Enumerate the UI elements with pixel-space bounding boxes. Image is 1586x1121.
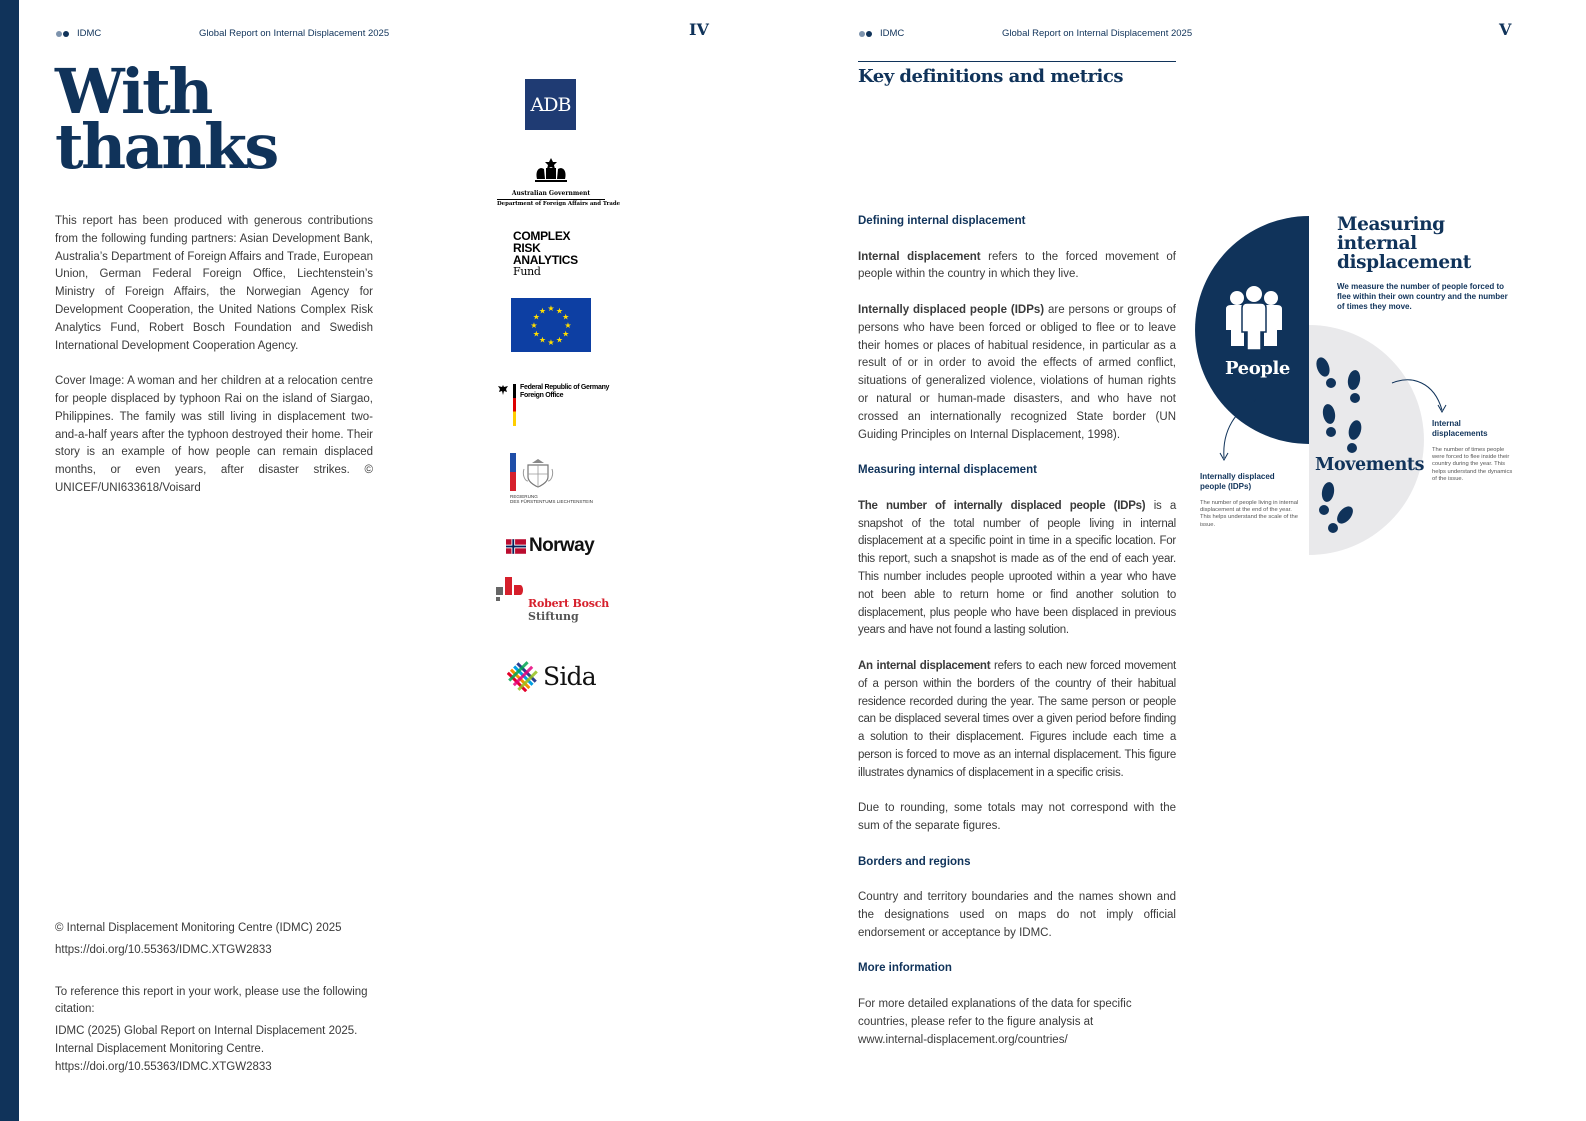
eu-star-icon: ★ bbox=[547, 338, 555, 347]
crisk-line-1: COMPLEX bbox=[513, 229, 571, 243]
liechtenstein-arms-icon bbox=[522, 459, 554, 489]
cover-image-paragraph: Cover Image: A woman and her children at a relocation centre for people displaced by typhoon Rai on the island of Siargao, Philippines. The family was still living in displacement two-and-a-half years after the typhoon destroyed their home. Their story is an example of how people can remain displaced months, or even years, after disaster strikes. © UNICEF/UNI633618/Voisard bbox=[55, 375, 373, 494]
displacements-description: The number of times people were forced to flee inside their country during the year. This helps understand the dynamics of the issue. bbox=[1432, 447, 1513, 482]
australian-government-logo bbox=[497, 157, 621, 207]
idmc-dots-icon bbox=[859, 31, 872, 37]
right-header bbox=[859, 28, 904, 39]
rounding-note: Due to rounding, some totals may not correspond with the sum of the separate figures. bbox=[858, 802, 1176, 833]
copyright-text: © Internal Displacement Monitoring Centre (IDMC) 2025 bbox=[55, 922, 342, 934]
liechtenstein-line-1: REGIERUNG bbox=[510, 494, 538, 499]
page-spine bbox=[0, 0, 19, 1121]
number-idps-definition bbox=[858, 498, 1176, 640]
measuring-heading: Measuring internal displacement bbox=[858, 464, 1037, 477]
people-label: People bbox=[1225, 358, 1290, 379]
bosch-line-1: Robert Bosch bbox=[528, 597, 609, 610]
sida-text: Sida bbox=[543, 661, 596, 691]
eu-star-icon: ★ bbox=[538, 335, 547, 345]
sida-logo bbox=[507, 660, 596, 692]
left-page-number: IV bbox=[689, 20, 709, 39]
an-displacement-definition bbox=[858, 658, 1176, 783]
germany-line-1: Federal Republic of Germany bbox=[520, 384, 610, 391]
german-flag-stripe bbox=[513, 384, 516, 426]
norway-logo bbox=[506, 535, 594, 557]
germany-foreign-office-logo bbox=[497, 384, 609, 426]
eu-star-icon: ★ bbox=[564, 321, 572, 330]
text-internal-displacement: refers to the forced movement of people within the country in which they live. bbox=[858, 250, 1176, 281]
term-internal-displacement: Internal displacement bbox=[858, 250, 981, 263]
norway-text: Norway bbox=[529, 535, 595, 556]
eu-star-icon: ★ bbox=[555, 306, 564, 316]
adb-logo-text: ADB bbox=[530, 93, 571, 116]
idmc-dots-icon bbox=[56, 31, 69, 37]
term-number-idps: The number of internally displaced people (IDPs) bbox=[858, 499, 1146, 512]
more-info-text bbox=[858, 996, 1176, 1049]
right-header-report-title: Global Report on Internal Displacement 2025 bbox=[1002, 28, 1193, 39]
defining-heading: Defining internal displacement bbox=[858, 215, 1026, 227]
internal-displacement-definition bbox=[858, 249, 1176, 285]
eu-star-icon: ★ bbox=[532, 312, 540, 322]
text-an-displacement: refers to each new forced movement of a person within the borders of the country of their habitual residence recorded during the year. The same person or people can be displaced several times over a given period before finding a solution to their displacement. Figures include each time a person is forced to move as an internal displacement. This figure illustrates dynamics of displacement in a specific crisis. bbox=[858, 659, 1176, 779]
australia-line-2: Department of Foreign Affairs and Trade bbox=[497, 201, 621, 207]
right-header-title-wrap bbox=[1002, 28, 1192, 39]
funding-paragraph: This report has been produced with generous contributions from the following funding partners: Asian Development Bank, Australia’s Department of Foreign Affairs and Trade, European Union, German Federal Foreign Office, Liechtenstein’s Ministry of Foreign Affairs, the Norwegian Agency for Development Cooperation, the United Nations Complex Risk Analytics Fund, Robert Bosch Foundation and Swedish International Development Cooperation Agency. bbox=[55, 215, 373, 352]
idps-definition bbox=[858, 302, 1176, 444]
countries-link[interactable]: www.internal-displacement.org/countries/ bbox=[858, 1033, 1068, 1046]
people-group-icon bbox=[1226, 286, 1282, 350]
thanks-body bbox=[55, 213, 373, 516]
more-info-heading: More information bbox=[858, 962, 952, 975]
citation-line-2: Internal Displacement Monitoring Centre. bbox=[55, 1042, 265, 1055]
eu-star-icon: ★ bbox=[547, 304, 555, 313]
eu-star-icon: ★ bbox=[532, 329, 540, 339]
eu-star-icon: ★ bbox=[562, 329, 570, 339]
crisk-line-2: RISK bbox=[513, 241, 541, 255]
reference-intro: To reference this report in your work, please use the following citation: bbox=[55, 985, 368, 1016]
section-title: Key definitions and metrics bbox=[858, 66, 1123, 87]
citation-line-1: IDMC (2025) Global Report on Internal Displacement 2025. bbox=[55, 1025, 358, 1038]
infographic-subtitle: We measure the number of people forced to flee within their own country and the number of times they move. bbox=[1337, 282, 1508, 311]
right-page-number: V bbox=[1499, 20, 1512, 39]
eu-star-icon: ★ bbox=[530, 321, 538, 330]
right-header-brand: IDMC bbox=[880, 28, 905, 39]
more-info-line-2: countries, please refer to the figure analysis at bbox=[858, 1015, 1094, 1028]
complex-risk-analytics-logo bbox=[513, 230, 578, 278]
australia-crest-icon bbox=[533, 157, 569, 183]
infographic-title-line-3: displacement bbox=[1337, 252, 1471, 273]
liechtenstein-line-2: DES FÜRSTENTUMS LIECHTENSTEIN bbox=[510, 499, 593, 504]
term-idps: Internally displaced people (IDPs) bbox=[858, 303, 1045, 316]
infographic-title bbox=[1337, 215, 1471, 272]
text-number-idps: is a snapshot of the total number of people living in internal displacement at a specific point in time in a specific location. For this report, such a snapshot is made as of the end of each year. This number includes people uprooted within a year who have not been able to return home or find another solution to displacement, plus people who have been displaced in previous years and have not found a lasting solution. bbox=[858, 499, 1176, 637]
bosch-mark-icon bbox=[496, 577, 526, 603]
left-header-title-wrap bbox=[199, 28, 389, 39]
definitions-body bbox=[858, 213, 1176, 1049]
idps-description: The number of people living in internal displacement at the end of the year. This helps understand the scale of the issue. bbox=[1200, 500, 1299, 528]
left-header bbox=[56, 28, 101, 39]
norway-flag-icon bbox=[506, 539, 526, 554]
infographic-title-line-1: Measuring bbox=[1337, 214, 1445, 235]
infographic-title-line-2: internal bbox=[1337, 233, 1417, 254]
eu-star-icon: ★ bbox=[555, 335, 564, 345]
left-header-brand: IDMC bbox=[77, 28, 102, 39]
citation-doi-link[interactable]: https://doi.org/10.55363/IDMC.XTGW2833 bbox=[55, 1060, 272, 1073]
crisk-line-3: ANALYTICS bbox=[513, 253, 578, 267]
left-header-report-title: Global Report on Internal Displacement 2025 bbox=[199, 28, 390, 39]
idps-label: Internally displaced people (IDPs) bbox=[1200, 472, 1275, 491]
text-idps: are persons or groups of persons who have been forced or obliged to flee or to leave their homes or places of habitual residence, in particular as a result of or in order to avoid the effects of armed conflict, situations of generalized violence, violations of human rights or natural or human-made disasters, and who have not crossed an internationally recognized State border (UN Guiding Principles on Internal Displacement, 1998). bbox=[858, 303, 1176, 441]
liechtenstein-flag-bar bbox=[510, 453, 516, 491]
borders-text: Country and territory boundaries and the names shown and the designations used on maps do not imply official endorsement or acceptance by IDMC. bbox=[858, 891, 1176, 939]
adb-logo bbox=[525, 79, 576, 130]
borders-heading: Borders and regions bbox=[858, 855, 971, 868]
term-an-displacement: An internal displacement bbox=[858, 659, 991, 672]
australia-line-1: Australian Government bbox=[511, 190, 591, 197]
movements-label: Movements bbox=[1315, 455, 1425, 475]
germany-line-2: Foreign Office bbox=[520, 392, 564, 399]
bosch-line-2: Stiftung bbox=[528, 610, 579, 623]
title-line-2: thanks bbox=[55, 110, 277, 183]
robert-bosch-stiftung-logo bbox=[496, 577, 608, 623]
movements-semicircle bbox=[1309, 325, 1424, 555]
eu-flag-logo bbox=[511, 298, 591, 352]
german-eagle-icon bbox=[497, 384, 511, 399]
left-footer bbox=[55, 920, 373, 1077]
displacements-label: Internal displacements bbox=[1432, 419, 1488, 438]
doi-link[interactable]: https://doi.org/10.55363/IDMC.XTGW2833 bbox=[55, 943, 272, 956]
page-title bbox=[55, 55, 277, 183]
crisk-line-4: Fund bbox=[513, 265, 541, 278]
title-line-1: With bbox=[55, 55, 211, 128]
eu-star-icon: ★ bbox=[538, 306, 547, 316]
sida-mark-icon bbox=[507, 660, 539, 692]
eu-star-icon: ★ bbox=[562, 312, 570, 322]
eu-stars-icon bbox=[511, 298, 591, 352]
more-info-line-1: For more detailed explanations of the data for specific bbox=[858, 998, 1132, 1011]
title-rule bbox=[858, 61, 1176, 62]
